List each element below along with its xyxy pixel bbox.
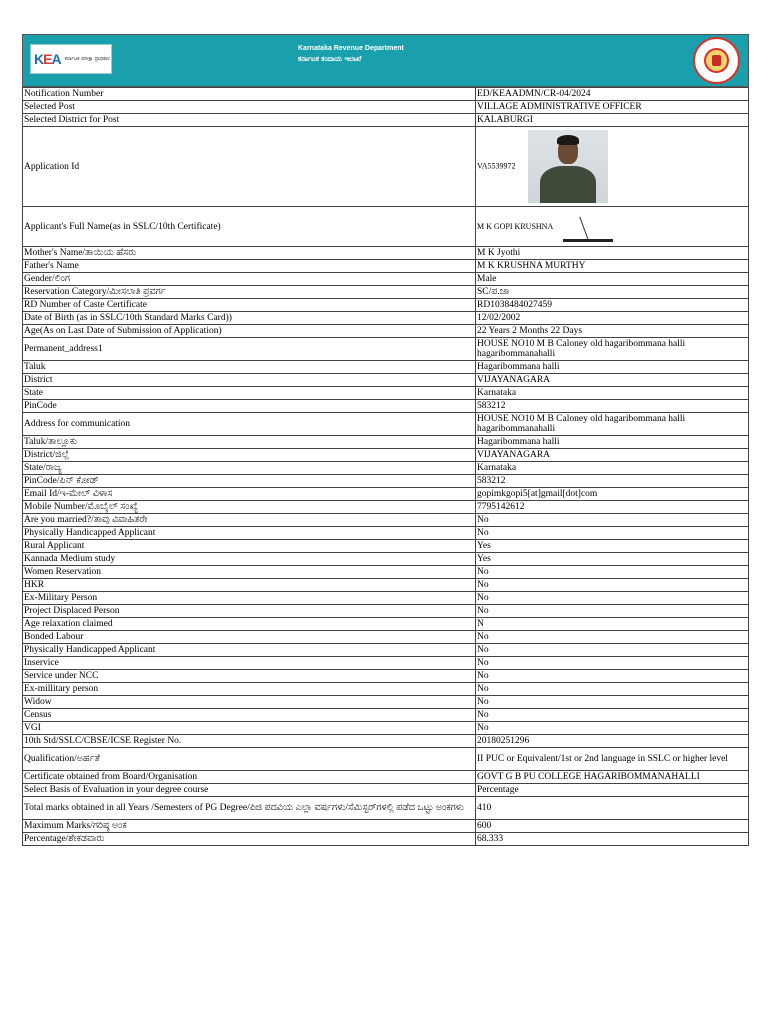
table-row (23, 325, 749, 338)
field-label: Father's Name (23, 260, 476, 273)
table-row (23, 247, 749, 260)
field-value: M K KRUSHNA MURTHY (476, 260, 749, 273)
table-row (23, 114, 749, 127)
field-label: Physically Handicapped Applicant (23, 644, 476, 657)
table-row (23, 273, 749, 286)
field-value: HOUSE NO10 M B Caloney old hagaribommana halli hagaribommanahalli (476, 338, 749, 361)
field-value: No (476, 566, 749, 579)
field-value: Percentage (476, 784, 749, 797)
field-label: District/ಜಿಲ್ಲೆ (23, 449, 476, 462)
field-label: Mobile Number/ಮೊಬೈಲ್ ಸಂಖ್ಯೆ (23, 501, 476, 514)
table-row (23, 605, 749, 618)
field-value: N (476, 618, 749, 631)
application-id-label: Application Id (23, 127, 476, 207)
field-label: Mother's Name/ತಾಯಿಯ ಹೆಸರು (23, 247, 476, 260)
table-row (23, 88, 749, 101)
table-row (23, 540, 749, 553)
government-seal-icon (693, 37, 740, 84)
table-row (23, 657, 749, 670)
table-row (23, 566, 749, 579)
field-value: No (476, 670, 749, 683)
application-sheet (22, 34, 749, 846)
table-row (23, 361, 749, 374)
table-row (23, 400, 749, 413)
field-value: HOUSE NO10 M B Caloney old hagaribommana halli hagaribommanahalli (476, 413, 749, 436)
field-value: No (476, 592, 749, 605)
table-row (23, 299, 749, 312)
field-label: VGI (23, 722, 476, 735)
table-row (23, 833, 749, 846)
field-label: PinCode (23, 400, 476, 413)
field-value: 20180251296 (476, 735, 749, 748)
field-value: VIJAYANAGARA (476, 374, 749, 387)
table-row (23, 592, 749, 605)
table-row (23, 527, 749, 540)
table-row (23, 101, 749, 114)
field-value: Yes (476, 540, 749, 553)
field-value: RD1038484027459 (476, 299, 749, 312)
field-value: No (476, 683, 749, 696)
kea-mark: KEA (34, 51, 61, 67)
field-value: No (476, 605, 749, 618)
field-label: Permanent_address1 (23, 338, 476, 361)
field-label: Service under NCC (23, 670, 476, 683)
table-row (23, 312, 749, 325)
field-label: Gender/ಲಿಂಗ (23, 273, 476, 286)
application-table (22, 87, 749, 846)
field-value: No (476, 722, 749, 735)
applicant-photo (528, 130, 608, 203)
field-value: Yes (476, 553, 749, 566)
field-label: Taluk/ತಾಲ್ಲೂಕು (23, 436, 476, 449)
table-row (23, 501, 749, 514)
field-value: 12/02/2002 (476, 312, 749, 325)
field-label: Widow (23, 696, 476, 709)
full-name-cell (476, 207, 749, 247)
field-label: Census (23, 709, 476, 722)
field-label: State/ರಾಜ್ಯ (23, 462, 476, 475)
field-value: 68.333 (476, 833, 749, 846)
field-label: Address for communication (23, 413, 476, 436)
field-value: No (476, 657, 749, 670)
full-name-label: Applicant's Full Name(as in SSLC/10th Certificate) (23, 207, 476, 247)
field-value: No (476, 709, 749, 722)
field-label: Reservation Category/ಮೀಸಲಾತಿ ಪ್ರವರ್ಗ (23, 286, 476, 299)
field-label: Qualification/ಅರ್ಹತೆ (23, 748, 476, 771)
field-label: Bonded Labour (23, 631, 476, 644)
header-banner (22, 34, 749, 87)
field-label: HKR (23, 579, 476, 592)
table-row (23, 784, 749, 797)
table-row (23, 374, 749, 387)
table-row (23, 735, 749, 748)
table-row (23, 618, 749, 631)
table-row (23, 127, 749, 207)
table-row (23, 553, 749, 566)
field-value: 410 (476, 797, 749, 820)
table-row (23, 338, 749, 361)
field-value: II PUC or Equivalent/1st or 2nd language in SSLC or higher level (476, 748, 749, 771)
field-value: 600 (476, 820, 749, 833)
field-label: RD Number of Caste Certificate (23, 299, 476, 312)
field-label: Age relaxation claimed (23, 618, 476, 631)
department-name-kn: ಕರ್ನಾಟಕ ಕಂದಾಯ ಇಲಾಖೆ (298, 55, 362, 63)
field-label: Women Reservation (23, 566, 476, 579)
field-label: Ex-millitary person (23, 683, 476, 696)
applicant-signature (559, 210, 639, 244)
field-label: Kannada Medium study (23, 553, 476, 566)
field-value: 22 Years 2 Months 22 Days (476, 325, 749, 338)
field-label: Total marks obtained in all Years /Semesters of PG Degree/ಪಿಜಿ ಪದವಿಯ ಎಲ್ಲಾ ವರ್ಷಗಳು/ಸೆಮಿಸ್ಟರ್‌ಗಳಲ್ಲಿ ಪಡೆದ ಒಟ್ಟು ಅಂಕಗಳು (23, 797, 476, 820)
field-label: Age(As on Last Date of Submission of Application) (23, 325, 476, 338)
table-row (23, 748, 749, 771)
field-value: Karnataka (476, 387, 749, 400)
field-value: Karnataka (476, 462, 749, 475)
field-label: PinCode/ಪಿನ್ ಕೋಡ್ (23, 475, 476, 488)
field-label: Notification Number (23, 88, 476, 101)
field-label: District (23, 374, 476, 387)
field-label: Select Basis of Evaluation in your degree course (23, 784, 476, 797)
field-value: No (476, 631, 749, 644)
full-name-value: M K GOPI KRUSHNA (477, 221, 554, 231)
field-label: Selected Post (23, 101, 476, 114)
field-label: State (23, 387, 476, 400)
field-value: No (476, 527, 749, 540)
table-row (23, 670, 749, 683)
department-title (298, 45, 404, 64)
table-row (23, 488, 749, 501)
table-row (23, 286, 749, 299)
table-row (23, 771, 749, 784)
table-row (23, 709, 749, 722)
field-label: 10th Std/SSLC/CBSE/ICSE Register No. (23, 735, 476, 748)
field-value: SC/ಪ.ಜಾ (476, 286, 749, 299)
field-value: Hagaribommana halli (476, 361, 749, 374)
table-row (23, 696, 749, 709)
field-value: VIJAYANAGARA (476, 449, 749, 462)
field-value: VILLAGE ADMINISTRATIVE OFFICER (476, 101, 749, 114)
field-label: Selected District for Post (23, 114, 476, 127)
field-label: Date of Birth (as in SSLC/10th Standard Marks Card)) (23, 312, 476, 325)
table-row (23, 722, 749, 735)
table-row (23, 797, 749, 820)
table-row (23, 579, 749, 592)
table-row (23, 514, 749, 527)
field-label: Maximum Marks/ಗರಿಷ್ಠ ಅಂಕ (23, 820, 476, 833)
table-row (23, 631, 749, 644)
field-label: Rural Applicant (23, 540, 476, 553)
field-value: Male (476, 273, 749, 286)
department-name-en: Karnataka Revenue Department (298, 45, 404, 52)
field-value: No (476, 579, 749, 592)
field-value: ED/KEAADMN/CR-04/2024 (476, 88, 749, 101)
application-id-value: VA5539972 (477, 161, 516, 171)
field-label: Ex-Military Person (23, 592, 476, 605)
field-label: Taluk (23, 361, 476, 374)
table-row (23, 413, 749, 436)
application-id-cell (476, 127, 749, 207)
kea-logo (30, 44, 112, 74)
table-row (23, 475, 749, 488)
table-row (23, 683, 749, 696)
table-row (23, 436, 749, 449)
table-row (23, 644, 749, 657)
field-value: 7795142612 (476, 501, 749, 514)
field-value: M K Jyothi (476, 247, 749, 260)
field-label: Email Id/ಇ-ಮೇಲ್ ವಿಳಾಸ (23, 488, 476, 501)
field-value: 583212 (476, 400, 749, 413)
field-value: 583212 (476, 475, 749, 488)
field-label: Project Displaced Person (23, 605, 476, 618)
field-label: Percentage/ಶೇಕಡವಾರು (23, 833, 476, 846)
field-label: Physically Handicapped Applicant (23, 527, 476, 540)
table-row (23, 387, 749, 400)
field-value: gopimkgopi5[at]gmail[dot]com (476, 488, 749, 501)
kea-logo-text: ಕರ್ನಾಟಕ ಪರೀಕ್ಷಾ ಪ್ರಾಧಿಕಾರ (64, 56, 110, 62)
field-label: Inservice (23, 657, 476, 670)
field-label: Certificate obtained from Board/Organisation (23, 771, 476, 784)
field-value: No (476, 696, 749, 709)
field-value: Hagaribommana halli (476, 436, 749, 449)
field-value: KALABURGI (476, 114, 749, 127)
table-row (23, 462, 749, 475)
table-row (23, 207, 749, 247)
field-value: No (476, 514, 749, 527)
field-label: Are you married?/ತಾವು ವಿವಾಹಿತರೇ (23, 514, 476, 527)
table-row (23, 449, 749, 462)
field-value: GOVT G B PU COLLEGE HAGARIBOMMANAHALLI (476, 771, 749, 784)
table-row (23, 820, 749, 833)
table-row (23, 260, 749, 273)
field-value: No (476, 644, 749, 657)
